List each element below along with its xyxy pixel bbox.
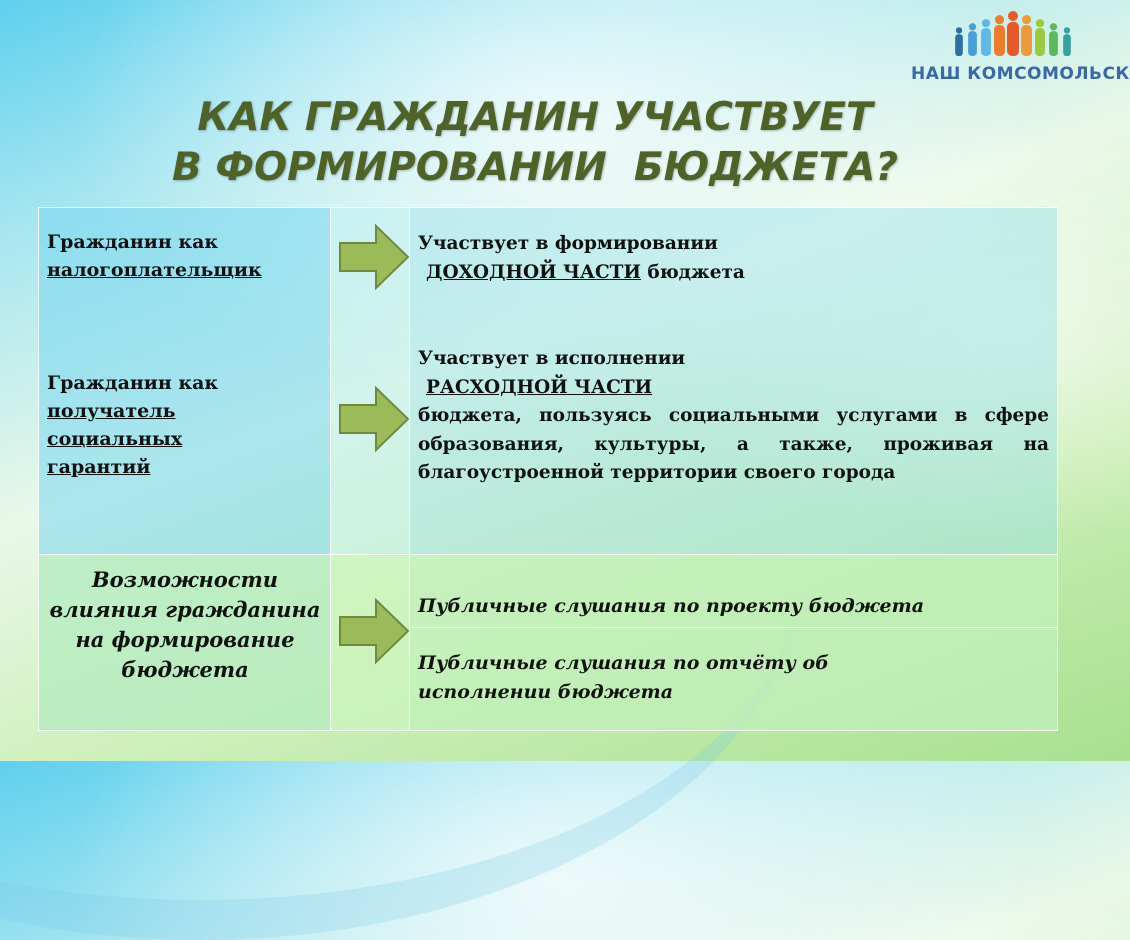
public-hearing-project: Публичные слушания по проекту бюджета: [418, 595, 925, 617]
page-title: [0, 93, 1070, 193]
expense-line: Участвует в исполнении: [418, 348, 686, 369]
logo-person-body: [1021, 25, 1032, 56]
expense-part-text: [418, 345, 1049, 488]
influence-label: Возможности влияния гражданина на формирование бюджета: [49, 567, 321, 682]
logo-person-head: [956, 27, 962, 33]
taxpayer-line: Гражданин как: [47, 231, 219, 253]
logo-person-body: [955, 34, 963, 56]
title-line-1: КАК ГРАЖДАНИН УЧАСТВУЕТ: [197, 95, 873, 140]
title-line-2: В ФОРМИРОВАНИИ БЮДЖЕТА?: [172, 145, 898, 190]
income-rest: бюджета: [640, 261, 745, 283]
budget-table: [38, 207, 1058, 731]
logo: [911, 6, 1130, 86]
logo-person-body: [968, 31, 977, 56]
logo-person-body: [981, 28, 991, 56]
logo-person-body: [994, 25, 1005, 56]
logo-person-head: [1064, 27, 1070, 33]
arrow-right-icon: [338, 598, 410, 664]
logo-person-head: [995, 15, 1004, 24]
row-divider: [39, 554, 1057, 555]
income-line-2: [418, 259, 1048, 288]
recipient-underlined-3: гарантий: [47, 456, 151, 478]
arrow-right-icon: [338, 224, 410, 290]
income-underlined: ДОХОДНОЙ ЧАСТИ: [426, 261, 641, 283]
logo-person-head: [1008, 11, 1018, 21]
taxpayer-label: [47, 228, 327, 284]
row-divider: [409, 627, 1057, 628]
expense-body: бюджета, пользуясь социальными услугами в сфере образования, культуры, а также, проживая на благоустроенной территории своего города: [418, 405, 1049, 483]
arrow-right-icon: [338, 386, 410, 452]
logo-person-body: [1063, 34, 1071, 56]
logo-person-head: [982, 19, 990, 27]
expense-line-2: [418, 374, 1049, 403]
people-logo-icon: [951, 6, 1076, 58]
logo-person-head: [969, 23, 976, 30]
recipient-line: Гражданин как: [47, 372, 219, 394]
income-part-text: [418, 230, 1048, 287]
logo-person-body: [1007, 22, 1019, 56]
recipient-underlined-1: получатель: [47, 400, 176, 422]
recipient-label: [47, 369, 327, 481]
taxpayer-underlined: налогоплательщик: [47, 259, 262, 281]
public-hearing-report: Публичные слушания по отчёту об исполнении бюджета: [418, 652, 829, 703]
logo-person-head: [1022, 15, 1031, 24]
expense-underlined: РАСХОДНОЙ ЧАСТИ: [426, 376, 653, 398]
logo-person-body: [1035, 28, 1045, 56]
logo-person-head: [1050, 23, 1057, 30]
divider: [330, 208, 331, 730]
income-line: Участвует в формировании: [418, 233, 718, 254]
logo-text: НАШ КОМСОМОЛЬСК: [911, 64, 1130, 84]
logo-person-head: [1036, 19, 1044, 27]
logo-person-body: [1049, 31, 1058, 56]
recipient-underlined-2: социальных: [47, 428, 183, 450]
